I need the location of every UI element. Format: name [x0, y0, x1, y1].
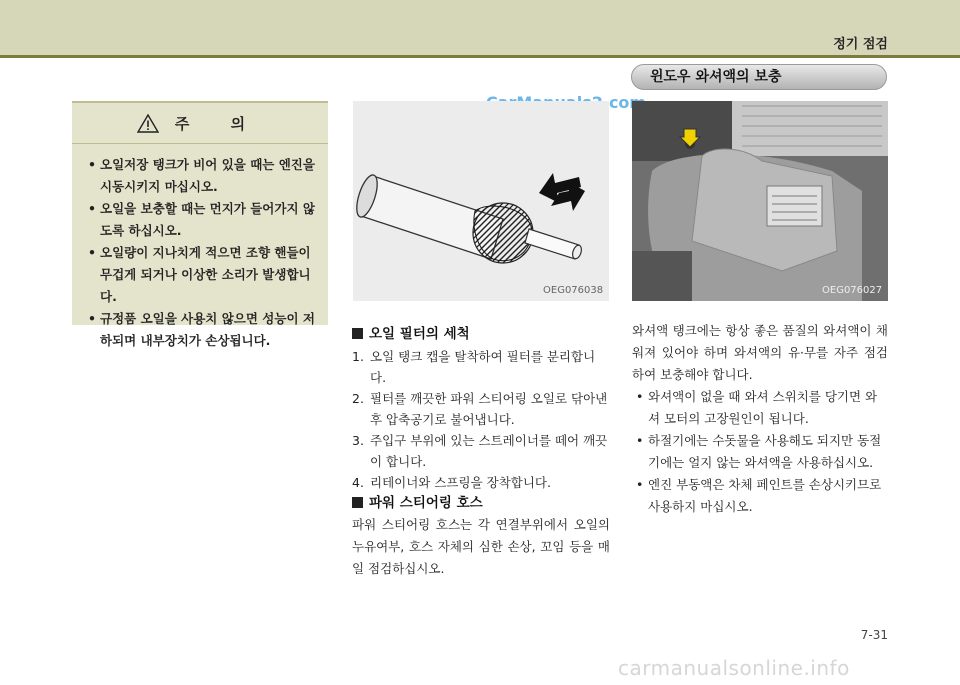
caution-item: • 오일을 보충할 때는 먼지가 들어가지 않도록 하십시오. — [86, 198, 316, 242]
warning-triangle-icon — [137, 114, 159, 133]
step-item: 2. 필터를 깨끗한 파워 스티어링 오일로 닦아낸 후 압축공기로 불어냅니다. — [352, 391, 608, 427]
square-bullet-icon — [352, 497, 363, 508]
header-rule — [0, 55, 960, 58]
step-item: 4. 리테이너와 스프링을 장착합니다. — [352, 475, 551, 490]
washer-list — [632, 386, 888, 518]
heading-oil-filter: 오일 필터의 세척 — [352, 322, 470, 342]
step-item: 1. 오일 탱크 캡을 탈착하여 필터를 분리합니다. — [352, 349, 596, 385]
washer-item: • 하절기에는 수돗물을 사용해도 되지만 동절기에는 얼지 않는 와셔액을 사용하십시오. — [632, 430, 888, 474]
caution-item: • 규정품 오일을 사용치 않으면 성능이 저하되며 내부장치가 손상됩니다. — [86, 308, 316, 352]
washer-item: • 엔진 부동액은 차체 페인트를 손상시키므로 사용하지 마십시오. — [632, 474, 888, 518]
caution-header — [72, 103, 328, 144]
caution-item: • 오일량이 지나치게 적으면 조향 핸들이 무겁게 되거나 이상한 소리가 발생합니다. — [86, 242, 316, 308]
washer-intro: 와셔액 탱크에는 항상 좋은 품질의 와셔액이 채워져 있어야 하며 와셔액의 유·무를 자주 점검하여 보충해야 합니다. — [632, 323, 888, 382]
header-band — [0, 0, 960, 55]
figure-code: OEG076027 — [822, 285, 883, 296]
square-bullet-icon — [352, 328, 363, 339]
hose-paragraph: 파워 스티어링 호스는 각 연결부위에서 오일의 누유여부, 호스 자체의 심한 손상, 꼬임 등을 매일 점검하십시오. — [352, 517, 610, 576]
page-number: 7-31 — [860, 628, 888, 642]
caution-item: • 오일저장 탱크가 비어 있을 때는 엔진을 시동시키지 마십시오. — [86, 154, 316, 198]
oil-filter-illustration — [353, 101, 609, 301]
washer-tank-drawing — [632, 101, 888, 301]
watermark-bottom: carmanualsonline.info — [618, 656, 850, 680]
section-tab-washer: 윈도우 와셔액의 보충 — [631, 64, 887, 90]
washer-tank-photo — [632, 101, 888, 301]
caution-box — [72, 101, 328, 348]
oil-filter-steps — [352, 346, 610, 493]
section-title: 정기 점검 — [833, 37, 888, 52]
figure-code: OEG076038 — [543, 285, 604, 296]
caution-list — [72, 154, 328, 352]
caution-title: 주 의 — [174, 114, 264, 133]
washer-item: • 와셔액이 없을 때 와셔 스위치를 당기면 와셔 모터의 고장원인이 됩니다. — [632, 386, 888, 430]
heading-hose: 파워 스티어링 호스 — [352, 491, 483, 511]
oil-filter-drawing — [353, 101, 609, 301]
step-item: 3. 주입구 부위에 있는 스트레이너를 떼어 깨끗이 합니다. — [352, 433, 608, 469]
